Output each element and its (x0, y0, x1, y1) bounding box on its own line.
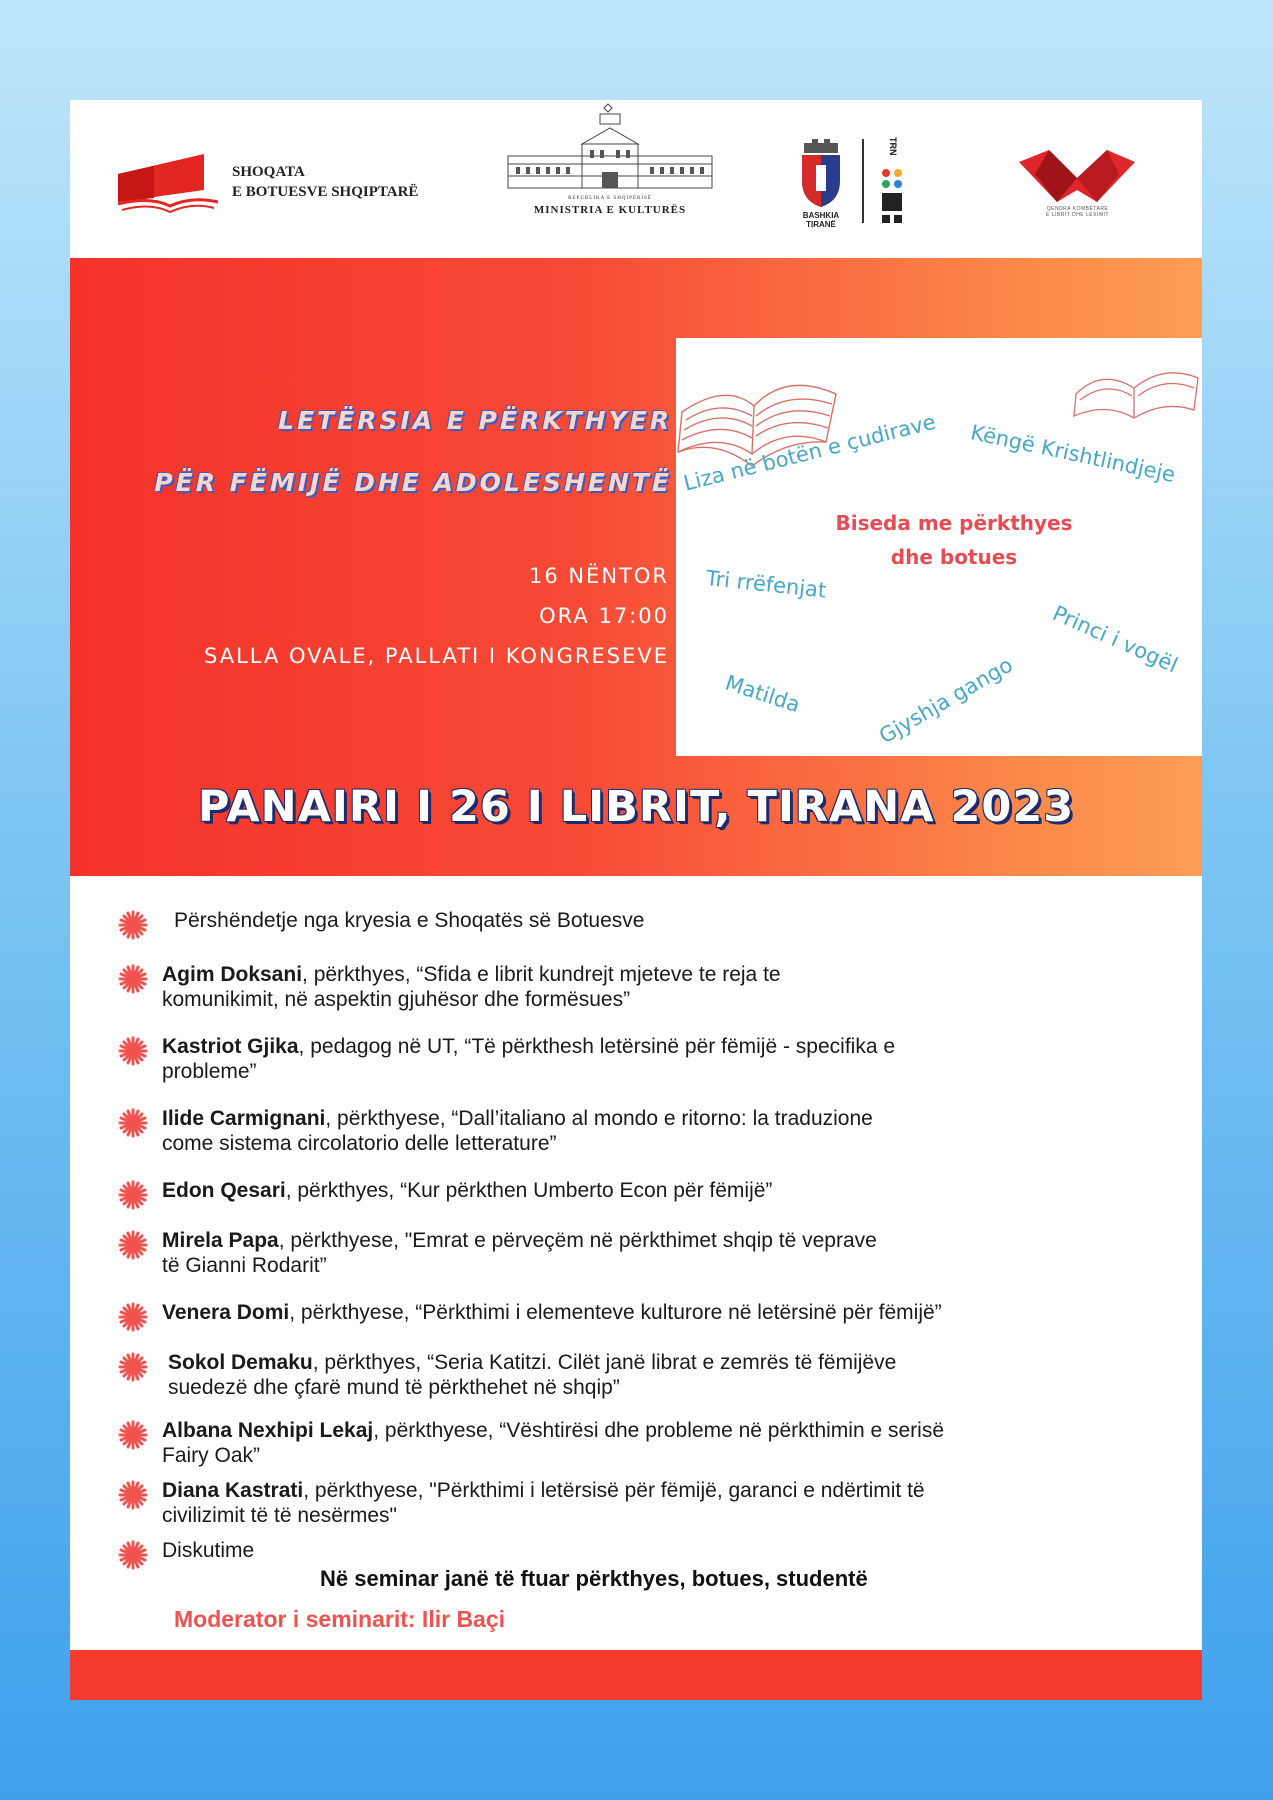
speaker-name: Venera Domi (162, 1301, 290, 1324)
tirana-crest-icon (798, 135, 844, 209)
red-folded-book-icon (1015, 144, 1140, 204)
trn-logo (878, 137, 912, 229)
program-text: Diskutime (162, 1539, 255, 1562)
speaker-name: Kastriot Gjika (162, 1035, 299, 1058)
qk-line2: E LIBRIT DHE LEXIMIT (1046, 212, 1109, 218)
book-title-matilda: Matilda (722, 670, 804, 718)
event-time: ORA 17:00 (539, 604, 669, 628)
talk-text: , përkthyese, "Emrat e përveçëm në përkthimet shqip të veprave (278, 1229, 877, 1252)
book-title-tri: Tri rrëfenjat (704, 566, 828, 603)
talk-text: , përkthyese, “Vështirësi dhe probleme në përkthimin e serisë (373, 1419, 945, 1442)
biseda-line1: Biseda me përkthyes (835, 511, 1073, 535)
starburst-bullet-icon (118, 910, 148, 940)
talk-text-cont: komunikimit, në aspektin gjuhësor dhe formësues” (162, 988, 631, 1011)
starburst-bullet-icon (118, 1540, 148, 1570)
qk-line1: QENDRA KOMBËTARE (1046, 206, 1109, 212)
starburst-bullet-icon (118, 1036, 148, 1066)
fair-title: PANAIRI I 26 I LIBRIT, TIRANA 2023 (197, 782, 1075, 832)
speaker-name: Ilide Carmignani (162, 1107, 326, 1130)
speaker-name: Mirela Papa (162, 1229, 279, 1252)
bashkia-line2: TIRANË (806, 220, 836, 229)
talk-text: , përkthyes, “Kur përkthen Umberto Econ për fëmijë” (285, 1179, 773, 1202)
speaker-name: Agim Doksani (162, 963, 303, 986)
logo-strip (70, 100, 1202, 258)
talk-text: , përkthyese, “Dall’italiano al mondo e ritorno: la traduzione (325, 1107, 873, 1130)
moderator-text: Moderator i seminarit: Ilir Baçi (174, 1606, 506, 1632)
talk-text-cont: come sistema circolatorio delle letterature” (162, 1132, 557, 1155)
title-line-2: PËR FËMIJË DHE ADOLESHENTË (154, 468, 672, 497)
mk-republic-text: REPUBLIKA E SHQIPËRISË (568, 196, 652, 201)
bashkia-line1: BASHKIA (802, 211, 840, 220)
logo-shoqata-botuesve (114, 150, 444, 220)
starburst-bullet-icon (118, 1420, 148, 1450)
talk-text: , përkthyes, “Seria Katitzi. Cilët janë librat e zemrës të fëmijëve (312, 1351, 897, 1374)
event-date: 16 NËNTOR (528, 564, 669, 588)
palace-building-icon (502, 100, 718, 196)
logo-qendra-kombetare (1015, 144, 1140, 234)
book-title-kenge: Këngë Krishtlindjeje (968, 420, 1178, 488)
biseda-line2: dhe botues (890, 545, 1018, 569)
starburst-bullet-icon (118, 1230, 148, 1260)
event-venue: SALLA OVALE, PALLATI I KONGRESEVE (204, 644, 669, 668)
starburst-bullet-icon (118, 1180, 148, 1210)
sbsh-line2: E BOTUESVE SHQIPTARË (232, 184, 419, 200)
logo-divider (862, 139, 864, 223)
title-line-1: LETËRSIA E PËRKTHYER (278, 406, 672, 435)
event-banner (70, 258, 1202, 876)
small-open-book-sketch-icon (1072, 338, 1202, 428)
speaker-name: Albana Nexhipi Lekaj (162, 1419, 374, 1442)
starburst-bullet-icon (118, 1302, 148, 1332)
speaker-name: Edon Qesari (162, 1179, 286, 1202)
starburst-bullet-icon (118, 1108, 148, 1138)
poster-card (70, 100, 1202, 1700)
trn-dots-icon (878, 167, 912, 227)
starburst-bullet-icon (118, 1480, 148, 1510)
speaker-name: Sokol Demaku (168, 1351, 313, 1374)
book-title-princi: Princi i vogël (1049, 601, 1182, 678)
sbsh-line1: SHOQATA (232, 164, 305, 180)
talk-text: , përkthyes, “Sfida e librit kundrejt mjeteve te reja te (302, 963, 781, 986)
books-panel (676, 338, 1202, 756)
talk-text-cont: civilizimit të të nesërmes" (162, 1504, 398, 1527)
starburst-bullet-icon (118, 1352, 148, 1382)
program-text: Përshëndetje nga kryesia e Shoqatës së Botuesve (174, 909, 645, 932)
talk-text-cont: të Gianni Rodarit” (162, 1254, 327, 1277)
talk-text: , përkthyese, “Përkthimi i elementeve kulturore në letërsinë për fëmijë” (289, 1301, 942, 1324)
starburst-bullet-icon (118, 964, 148, 994)
mk-ministry-text: MINISTRIA E KULTURËS (533, 204, 687, 216)
book-title-liza: Liza në botën e çudirave (681, 409, 939, 496)
talk-text-cont: suedezë dhe çfarë mund të përkthehet në shqip” (168, 1376, 620, 1399)
talk-text-cont: probleme” (162, 1060, 257, 1083)
talk-text: , përkthyese, "Përkthimi i letërsisë për fëmijë, garanci e ndërtimit të (303, 1479, 925, 1502)
invite-text: Në seminar janë të ftuar përkthyes, botues, studentë (320, 1566, 868, 1591)
open-book-logo-icon (114, 150, 224, 220)
talk-text-cont: Fairy Oak” (162, 1444, 261, 1467)
biseda-text (826, 506, 1082, 574)
book-title-gjyshja: Gjyshja gango (875, 652, 1017, 749)
speaker-name: Diana Kastrati (162, 1479, 304, 1502)
talk-text: , pedagog në UT, “Të përkthesh letërsinë për fëmijë - specifika e (298, 1035, 896, 1058)
trn-text: TRN (888, 137, 898, 156)
logo-bashkia-tirane (798, 135, 928, 235)
footer-bar (70, 1650, 1202, 1700)
logo-ministria-kultures (502, 100, 718, 230)
